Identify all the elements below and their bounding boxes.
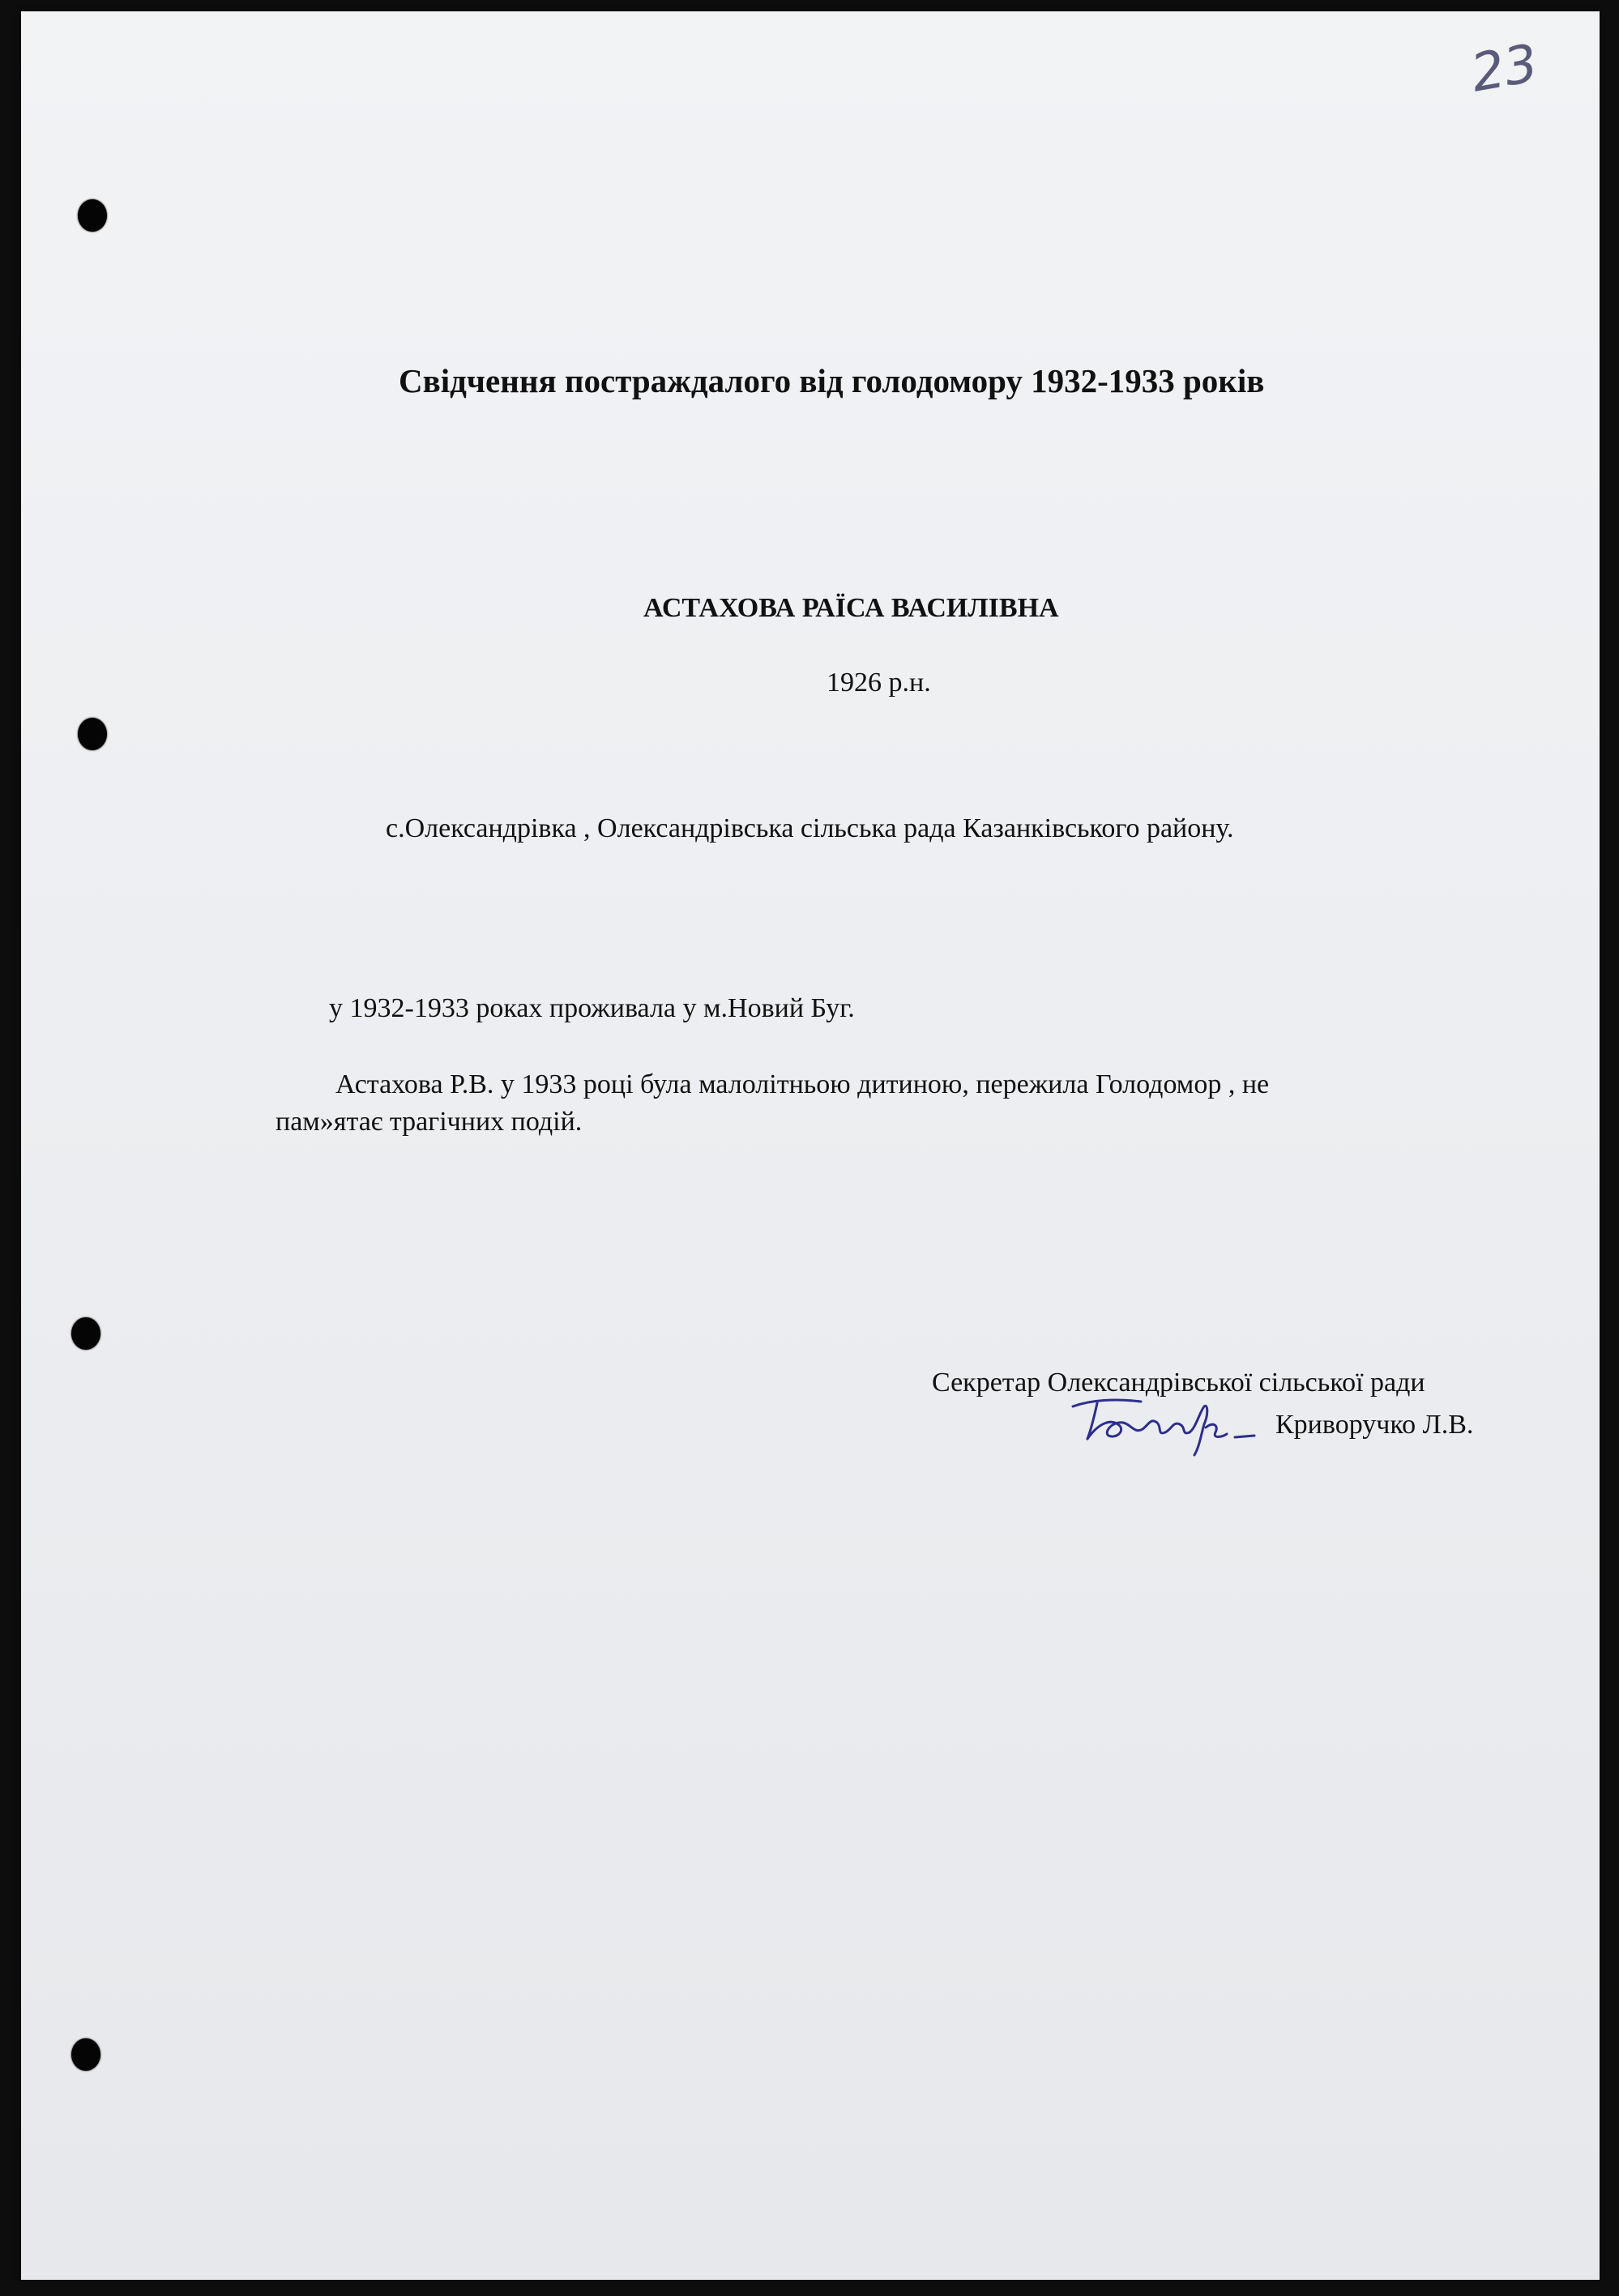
birth-year: 1926 р.н. [827,668,931,698]
person-name: АСТАХОВА РАЇСА ВАСИЛІВНА [643,593,1059,623]
handwritten-signature [1066,1389,1269,1466]
page-number: 23 [1467,33,1543,105]
punch-hole-3 [71,1317,100,1350]
punch-hole-2 [78,718,107,750]
document-title: Свідчення постраждалого від голодомору 1932-1933 років [399,362,1265,399]
signatory-name: Криворучко Л.В. [1275,1410,1474,1440]
signatory-position: Секретар Олександрівської сільської ради [932,1368,1425,1398]
residence-paragraph: у 1932-1933 роках проживала у м.Новий Буг. [329,993,855,1023]
testimony-paragraph-line-1: Астахова Р.В. у 1933 році була малолітньою дитиною, пережила Голодомор , не [335,1069,1270,1099]
testimony-paragraph-line-2: пам»ятає трагічних подій. [276,1107,583,1137]
document-page [21,11,1600,2280]
punch-hole-1 [78,199,107,232]
place-line: с.Олександрівка , Олександрівська сільська рада Казанківського району. [386,813,1234,843]
punch-hole-4 [71,2038,100,2071]
